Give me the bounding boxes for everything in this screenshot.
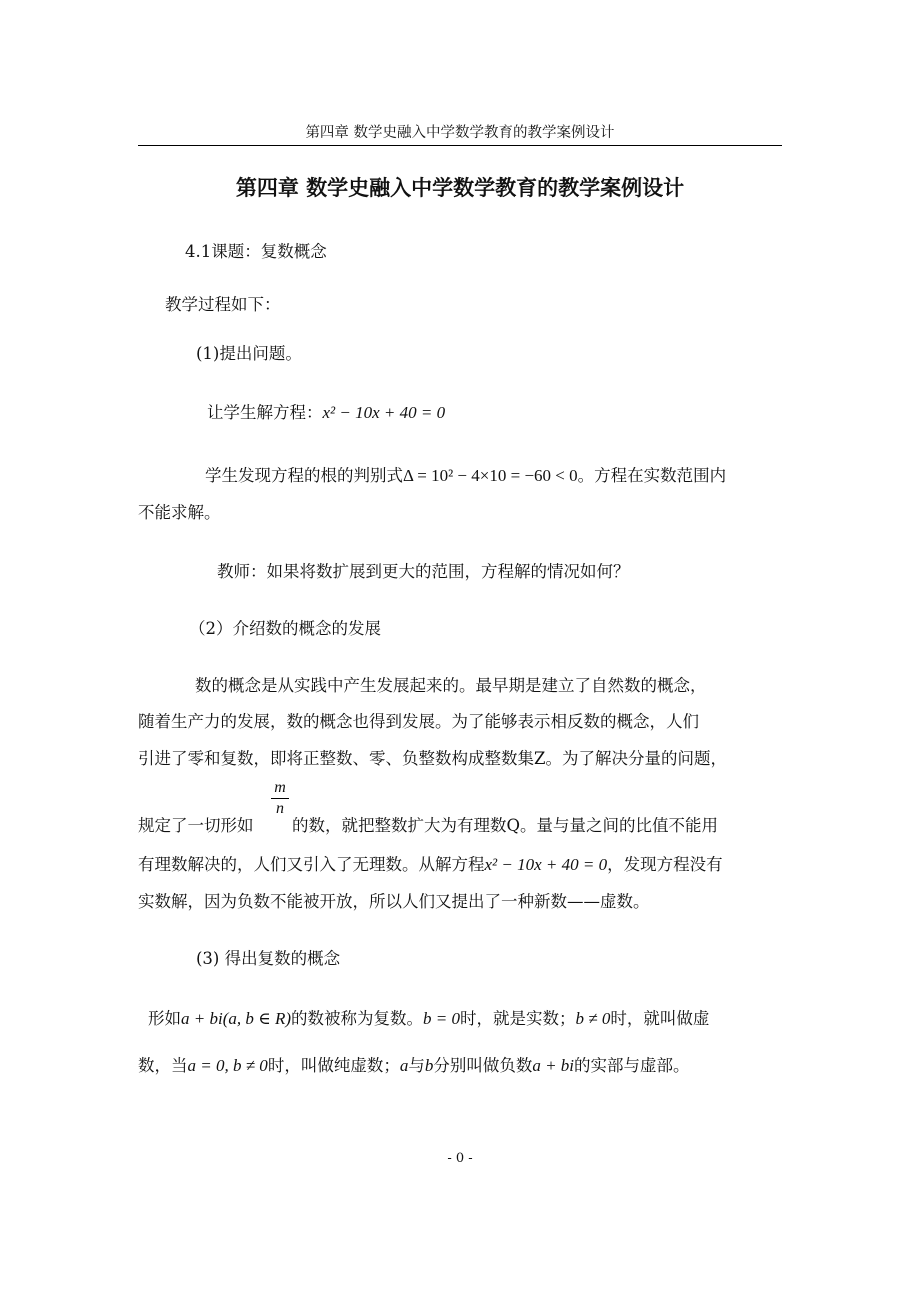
section-heading: 4.1课题：复数概念 (185, 242, 327, 261)
def2-text-d: 分别叫做负数 (433, 1056, 533, 1075)
discriminant-formula: Δ = 10² − 4×10 = −60 < 0 (403, 466, 578, 485)
fraction-m-over-n (271, 779, 289, 818)
complex-definition-line2 (138, 1052, 690, 1076)
def2-text-a: 数，当 (138, 1056, 188, 1075)
discriminant-prefix: 学生发现方程的根的判别式 (205, 466, 403, 485)
discriminant-line2: 不能求解。 (138, 503, 221, 522)
step2-heading: （2）介绍数的概念的发展 (189, 619, 381, 638)
teacher-question: 教师：如果将数扩展到更大的范围，方程解的情况如何？ (217, 562, 630, 581)
equation-formula-repeat: x² − 10x + 40 = 0 (484, 855, 608, 874)
running-header: 第四章 数学史融入中学数学教育的教学案例设计 (305, 125, 615, 141)
b-zero-formula: b = 0 (423, 1009, 460, 1028)
def2-text-b: 时，叫做纯虚数； (267, 1056, 400, 1075)
step2-line2: 随着生产力的发展，数的概念也得到发展。为了能够表示相反数的概念，人们 (138, 712, 699, 731)
step2-line4-suffix: 的数，就把整数扩大为有理数Q。量与量之间的比值不能用 (292, 816, 719, 835)
fraction-bar (271, 798, 289, 799)
discriminant-suffix: 。方程在实数范围内 (577, 466, 727, 485)
def2-text-e: 的实部与虚部。 (574, 1056, 690, 1075)
b-symbol: b (424, 1056, 434, 1075)
step1-equation-prefix: 让学生解方程： (207, 403, 323, 422)
def1-text-b: 的数被称为复数。 (291, 1009, 423, 1028)
b-nonzero-formula: b ≠ 0 (575, 1009, 611, 1028)
fraction-numerator: m (274, 779, 286, 796)
step2-line1: 数的概念是从实践中产生发展起来的。最早期是建立了自然数的概念， (195, 676, 707, 695)
step2-line6: 实数解，因为负数不能被开放，所以人们又提出了一种新数——虚数。 (138, 892, 650, 911)
step2-line3: 引进了零和复数，即将正整数、零、负整数构成整数集Z。为了解决分量的问题， (138, 749, 727, 768)
def2-text-c: 与 (408, 1056, 425, 1075)
pure-imaginary-formula: a = 0, b ≠ 0 (187, 1056, 268, 1075)
header-rule (138, 145, 782, 146)
fraction-denominator: n (276, 800, 284, 817)
process-label: 教学过程如下： (165, 295, 281, 314)
complex-definition-line1 (148, 1005, 709, 1029)
discriminant-line (205, 462, 726, 486)
step2-line5-prefix: 有理数解决的，人们又引入了无理数。从解方程 (138, 855, 485, 874)
chapter-title: 第四章 数学史融入中学数学教育的教学案例设计 (235, 176, 685, 200)
step3-heading: (3) 得出复数的概念 (196, 949, 341, 968)
complex-form-formula: a + bi(a, b ∈ R) (181, 1009, 291, 1028)
page-number: - 0 - (447, 1151, 473, 1166)
step1-heading: (1)提出问题。 (196, 344, 302, 363)
step2-line5-suffix: ，发现方程没有 (607, 855, 723, 874)
a-symbol: a (399, 1056, 409, 1075)
def1-text-d: 时，就叫做虚 (610, 1009, 710, 1028)
step2-line4-prefix: 规定了一切形如 (138, 816, 254, 835)
complex-number-formula: a + bi (532, 1056, 575, 1075)
def1-text-a: 形如 (148, 1009, 181, 1028)
equation-formula: x² − 10x + 40 = 0 (322, 403, 446, 422)
step2-line5 (138, 851, 723, 875)
def1-text-c: 时，就是实数； (459, 1009, 576, 1028)
step1-equation-line (207, 399, 445, 423)
